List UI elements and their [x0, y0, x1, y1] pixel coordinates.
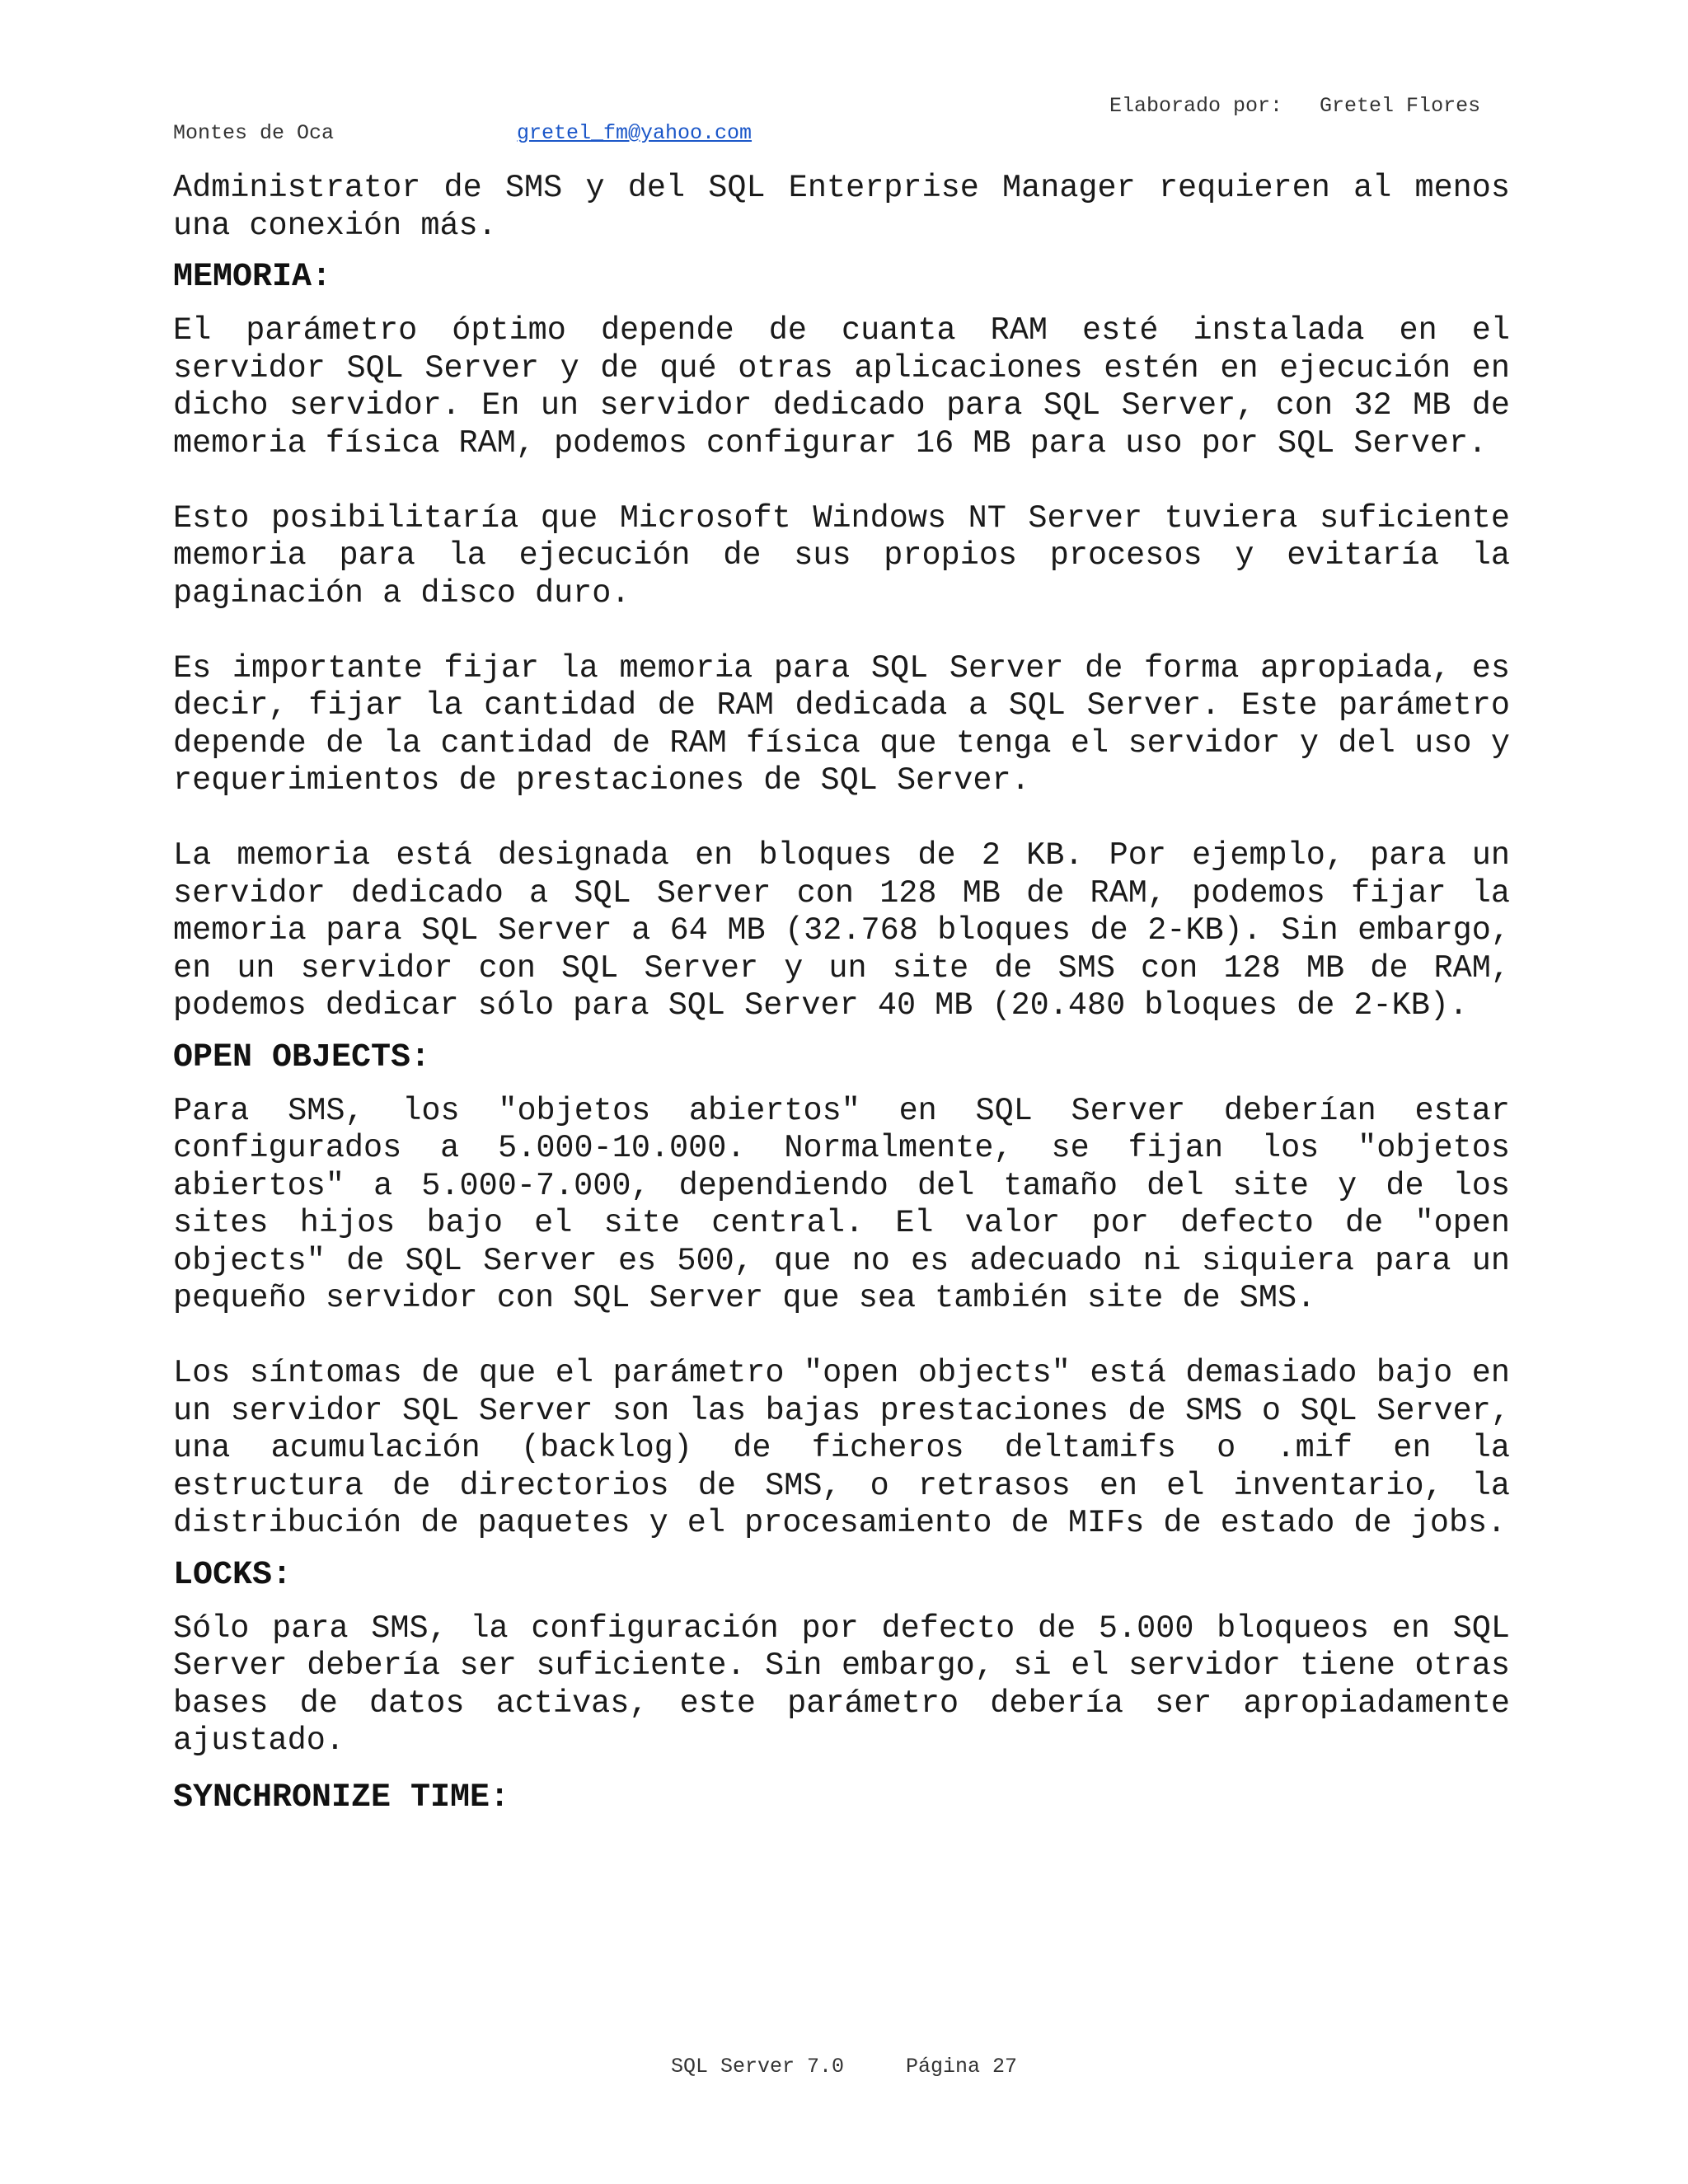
paragraph-open-objects-1: Para SMS, los "objetos abiertos" en SQL Server deberían estar configurados a 5.000-10.000. Normalmente, se fijan los "objetos abiertos" a 5.000-7.000, dependiendo del tamaño del site y de los sites hijos bajo el site central. El valor por defecto de "open objects" de SQL Server es 500, que no es adecuado ni siquiera para un pequeño servidor con SQL Server que sea también site de SMS.: [173, 1092, 1510, 1316]
header-author-surname: Montes de Oca: [173, 121, 335, 145]
paragraph-memoria-2: Esto posibilitaría que Microsoft Windows NT Server tuviera suficiente memoria para la ejecución de sus propios procesos y evitaría la paginación a disco duro.: [173, 499, 1510, 612]
heading-synchronize-time: SYNCHRONIZE TIME:: [173, 1779, 510, 1816]
heading-open-objects: OPEN OBJECTS:: [173, 1038, 431, 1076]
paragraph-open-objects-2: Los síntomas de que el parámetro "open objects" está demasiado bajo en un servidor SQL Server son las bajas prestaciones de SMS o SQL Server, una acumulación (backlog) de ficheros deltamifs o .mif en la estructura de directorios de SMS, o retrasos en el inventario, la distribución de paquetes y el procesamiento de MIFs de estado de jobs.: [173, 1355, 1510, 1541]
header-email-link[interactable]: gretel_fm@yahoo.com: [517, 121, 753, 145]
paragraph-locks: Sólo para SMS, la configuración por defecto de 5.000 bloqueos en SQL Server debería ser suficiente. Sin embargo, si el servidor tiene otras bases de datos activas, este parámetro debería ser apropiadamente ajustado.: [173, 1610, 1510, 1759]
paragraph-memoria-1: El parámetro óptimo depende de cuanta RAM esté instalada en el servidor SQL Server y de qué otras aplicaciones estén en ejecución en dicho servidor. En un servidor dedicado para SQL Server, con 32 MB de memoria física RAM, podemos configurar 16 MB para uso por SQL Server.: [173, 312, 1510, 462]
page-content: [173, 170, 1510, 1833]
heading-memoria: MEMORIA:: [173, 259, 332, 296]
heading-locks: LOCKS:: [173, 1556, 293, 1594]
header-author: Elaborado por: Gretel Flores: [1109, 94, 1481, 118]
paragraph-intro: Administrator de SMS y del SQL Enterprise Manager requieren al menos una conexión más.: [173, 170, 1510, 244]
page-footer: SQL Server 7.0 Página 27: [670, 2055, 1018, 2079]
paragraph-memoria-4: La memoria está designada en bloques de 2 KB. Por ejemplo, para un servidor dedicado a SQL Server con 128 MB de RAM, podemos fijar la memoria para SQL Server a 64 MB (32.768 bloques de 2-KB). Sin embargo, en un servidor con SQL Server y un site de SMS con 128 MB de RAM, podemos dedicar sólo para SQL Server 40 MB (20.480 bloques de 2-KB).: [173, 837, 1510, 1024]
paragraph-memoria-3: Es importante fijar la memoria para SQL Server de forma apropiada, es decir, fijar la cantidad de RAM dedicada a SQL Server. Este parámetro depende de la cantidad de RAM física que tenga el servidor y del uso y requerimientos de prestaciones de SQL Server.: [173, 649, 1510, 799]
